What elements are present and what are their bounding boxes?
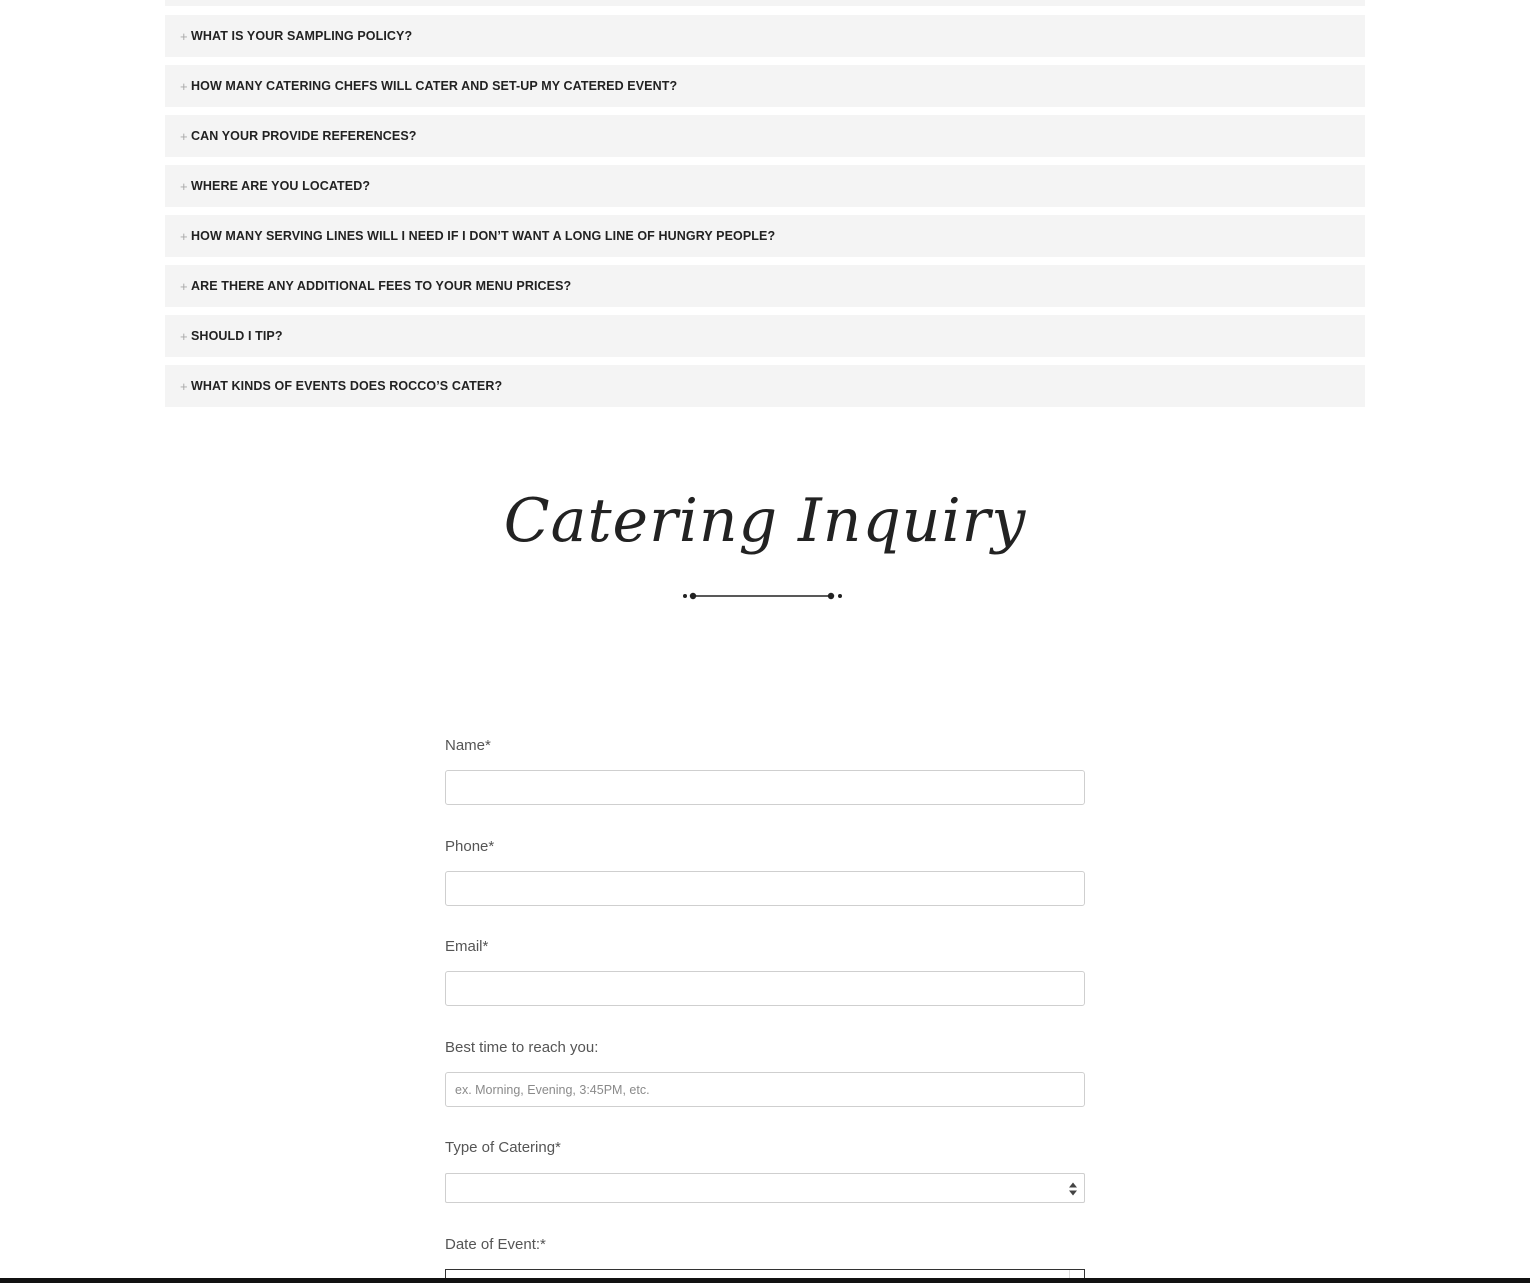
faq-question: HOW MANY SERVING LINES WILL I NEED IF I DON’T WANT A LONG LINE OF HUNGRY PEOPLE?: [191, 229, 776, 243]
faq-item-tipping[interactable]: [165, 315, 1365, 357]
phone-label: Phone*: [445, 838, 495, 855]
best-time-input[interactable]: [445, 1072, 1085, 1107]
faq-question: WHAT KINDS OF EVENTS DOES ROCCO’S CATER?: [191, 379, 503, 393]
faq-question: HOW MANY CATERING CHEFS WILL CATER AND SET-UP MY CATERED EVENT?: [191, 79, 678, 93]
plus-icon: +: [180, 378, 188, 394]
faq-item-references[interactable]: [165, 115, 1365, 157]
catering-type-select[interactable]: [445, 1173, 1085, 1203]
plus-icon: +: [180, 278, 188, 294]
ornament-divider-icon: [680, 587, 846, 605]
faq-question: SHOULD I TIP?: [191, 329, 283, 343]
select-arrows-icon: [1068, 1181, 1078, 1197]
catering-type-label: Type of Catering*: [445, 1139, 561, 1156]
plus-icon: +: [180, 28, 188, 44]
bottom-bar: [0, 1278, 1530, 1283]
faq-accordion: [165, 15, 1365, 415]
section-title: Catering Inquiry: [503, 486, 1027, 556]
best-time-label: Best time to reach you:: [445, 1039, 599, 1056]
faq-item-catering-chefs[interactable]: [165, 65, 1365, 107]
faq-item-event-kinds[interactable]: [165, 365, 1365, 407]
plus-icon: +: [180, 228, 188, 244]
plus-icon: +: [180, 128, 188, 144]
event-date-label: Date of Event:*: [445, 1236, 546, 1253]
faq-item-sampling-policy[interactable]: [165, 15, 1365, 57]
email-label: Email*: [445, 938, 489, 955]
faq-question: CAN YOUR PROVIDE REFERENCES?: [191, 129, 417, 143]
faq-question: WHAT IS YOUR SAMPLING POLICY?: [191, 29, 413, 43]
faq-item-additional-fees[interactable]: [165, 265, 1365, 307]
name-label: Name*: [445, 737, 491, 754]
email-input[interactable]: [445, 971, 1085, 1006]
plus-icon: +: [180, 178, 188, 194]
faq-item-location[interactable]: [165, 165, 1365, 207]
plus-icon: +: [180, 328, 188, 344]
name-input[interactable]: [445, 770, 1085, 805]
phone-input[interactable]: [445, 871, 1085, 906]
faq-question: ARE THERE ANY ADDITIONAL FEES TO YOUR MENU PRICES?: [191, 279, 572, 293]
plus-icon: +: [180, 78, 188, 94]
faq-question: WHERE ARE YOU LOCATED?: [191, 179, 371, 193]
faq-item-serving-lines[interactable]: [165, 215, 1365, 257]
faq-item-partial[interactable]: [165, 0, 1365, 6]
